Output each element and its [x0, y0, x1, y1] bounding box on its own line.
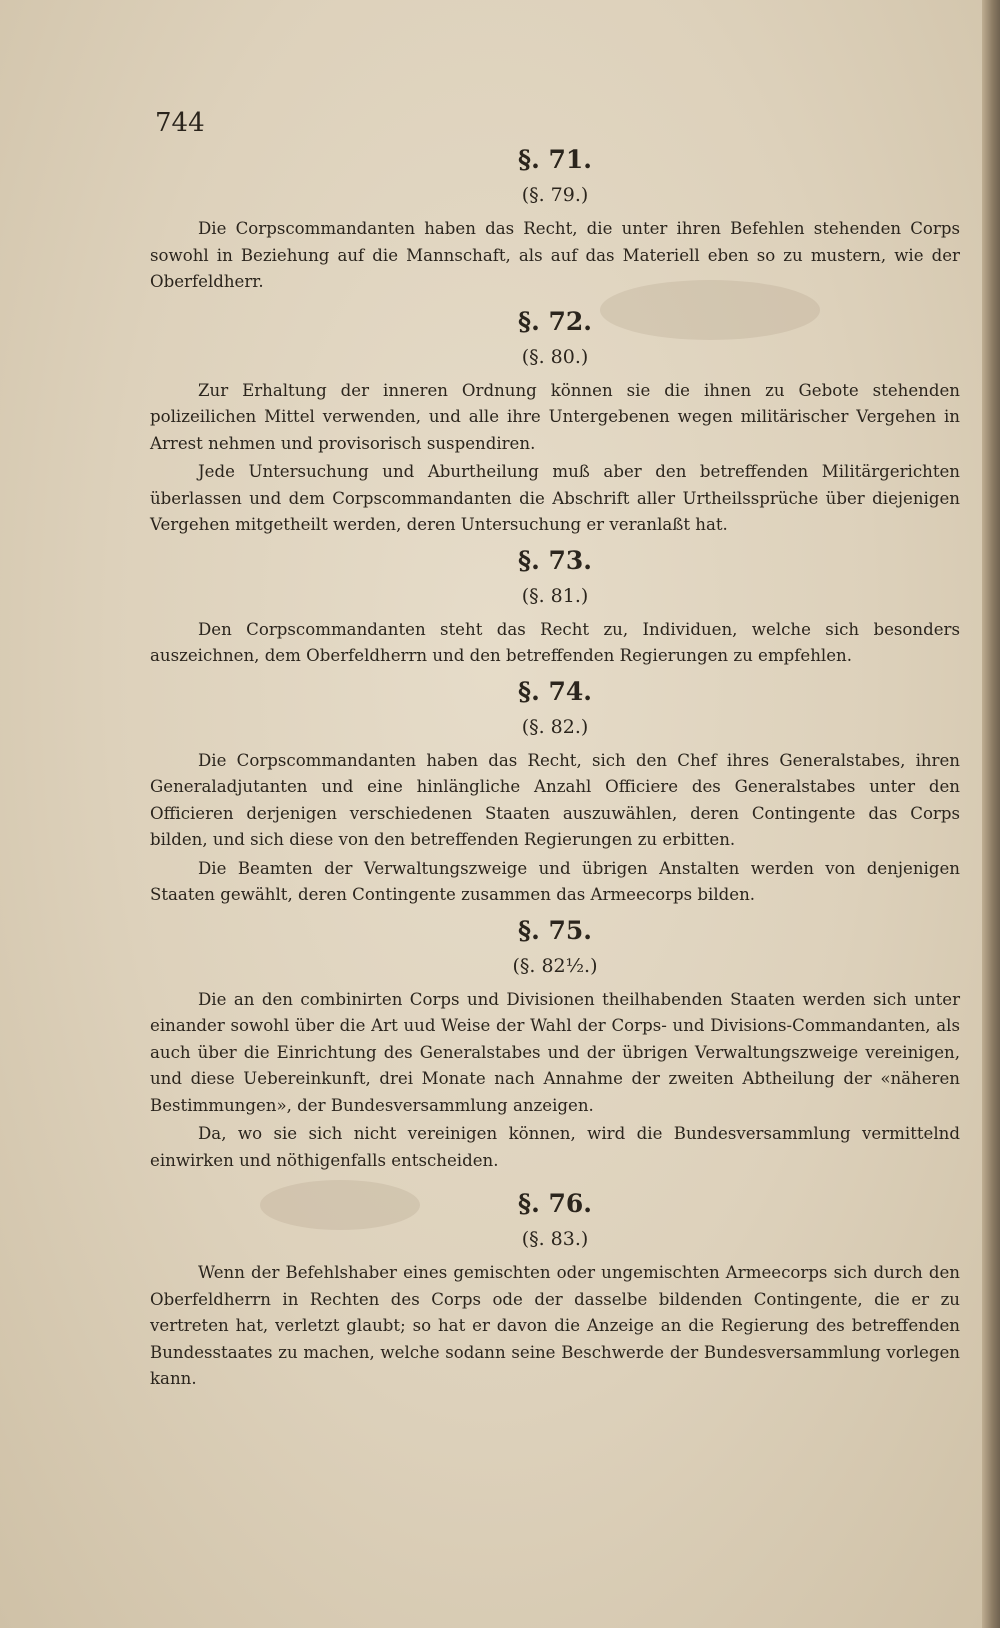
paragraph: Jede Untersuchung und Aburtheilung muß aber den betreffenden Militärgerichten überlassen und dem Corpscommandanten die Abschrift aller Urtheilssprüche über diejenigen Vergehen mitgetheilt werden, deren Untersuchung er veranlaßt hat.	[150, 462, 960, 534]
section-reference: (§. 81.)	[521, 584, 589, 607]
section-75	[150, 911, 960, 1175]
section-heading: §. 73.	[518, 545, 592, 575]
paragraph: Die an den combinirten Corps und Divisionen theilhabenden Staaten werden sich unter einander sowohl über die Art uud Weise der Wahl der Corps- und Divisions-Commandanten, als auch über die Einrichtung des Generalstabes und der übrigen Verwaltungszweige vereinigen, und diese Uebereinkunft, drei Monate nach Annahme der zweiten Abtheilung der «näheren Bestimmungen», der Bundesversammlung anzeigen.	[150, 989, 960, 1115]
section-heading: §. 74.	[518, 676, 592, 706]
section-heading: §. 71.	[518, 145, 592, 174]
section-heading: §. 72.	[518, 306, 592, 336]
section-reference: (§. 79.)	[521, 184, 589, 206]
page-body	[150, 140, 960, 1395]
section-72	[150, 302, 960, 539]
section-74	[150, 672, 960, 909]
paragraph: Die Corpscommandanten haben das Recht, die unter ihren Befehlen stehenden Corps sowohl in Beziehung auf die Mannschaft, als auf das Materiell eben so zu mustern, wie der Oberfeldherr.	[150, 219, 960, 291]
paragraph: Wenn der Befehlshaber eines gemischten oder ungemischten Armeecorps sich durch den Oberfeldherrn in Rechten des Corps ode der dasselbe bildenden Contingente, die er zu vertreten hat, verletzt glaubt; so hat er davon die Anzeige an die Regierung des betreffenden Bundesstaates zu machen, welche sodann seine Beschwerde der Bundesversammlung vorlegen kann.	[150, 1263, 960, 1388]
paragraph: Die Beamten der Verwaltungszweige und übrigen Anstalten werden von denjenigen Staaten gewählt, deren Contingente zusammen das Armeecorps bilden.	[150, 858, 960, 904]
paragraph: Die Corpscommandanten haben das Recht, sich den Chef ihres Generalstabes, ihren Generaladjutanten und eine hinlängliche Anzahl Officiere des Generalstabes unter den Officieren derjenigen verschiedenen Staaten auszuwählen, deren Contingente das Corps bilden, und sich diese von den betreffenden Regierungen zu erbitten.	[150, 750, 960, 849]
paragraph: Den Corpscommandanten steht das Recht zu, Individuen, welche sich besonders auszeichnen, dem Oberfeldherrn und den betreffenden Regierungen zu empfehlen.	[150, 619, 960, 665]
page-number: 744	[155, 108, 205, 138]
section-reference: (§. 83.)	[521, 1228, 589, 1250]
section-71	[150, 140, 960, 296]
section-reference: (§. 82½.)	[512, 954, 598, 977]
section-76	[150, 1184, 960, 1393]
section-reference: (§. 80.)	[521, 345, 589, 368]
section-reference: (§. 82.)	[521, 715, 589, 738]
section-heading: §. 76.	[518, 1189, 592, 1218]
section-73	[150, 541, 960, 670]
paragraph: Zur Erhaltung der inneren Ordnung können sie die ihnen zu Gebote stehenden polizeilichen Mittel verwenden, und alle ihre Untergebenen wegen militärischer Vergehen in Arrest nehmen und provisorisch suspendiren.	[150, 380, 960, 453]
section-heading: §. 75.	[518, 915, 592, 945]
paragraph: Da, wo sie sich nicht vereinigen können, wird die Bundesversammlung vermittelnd einwirken und nöthigenfalls entscheiden.	[150, 1124, 960, 1170]
page-edge	[982, 0, 1000, 1628]
